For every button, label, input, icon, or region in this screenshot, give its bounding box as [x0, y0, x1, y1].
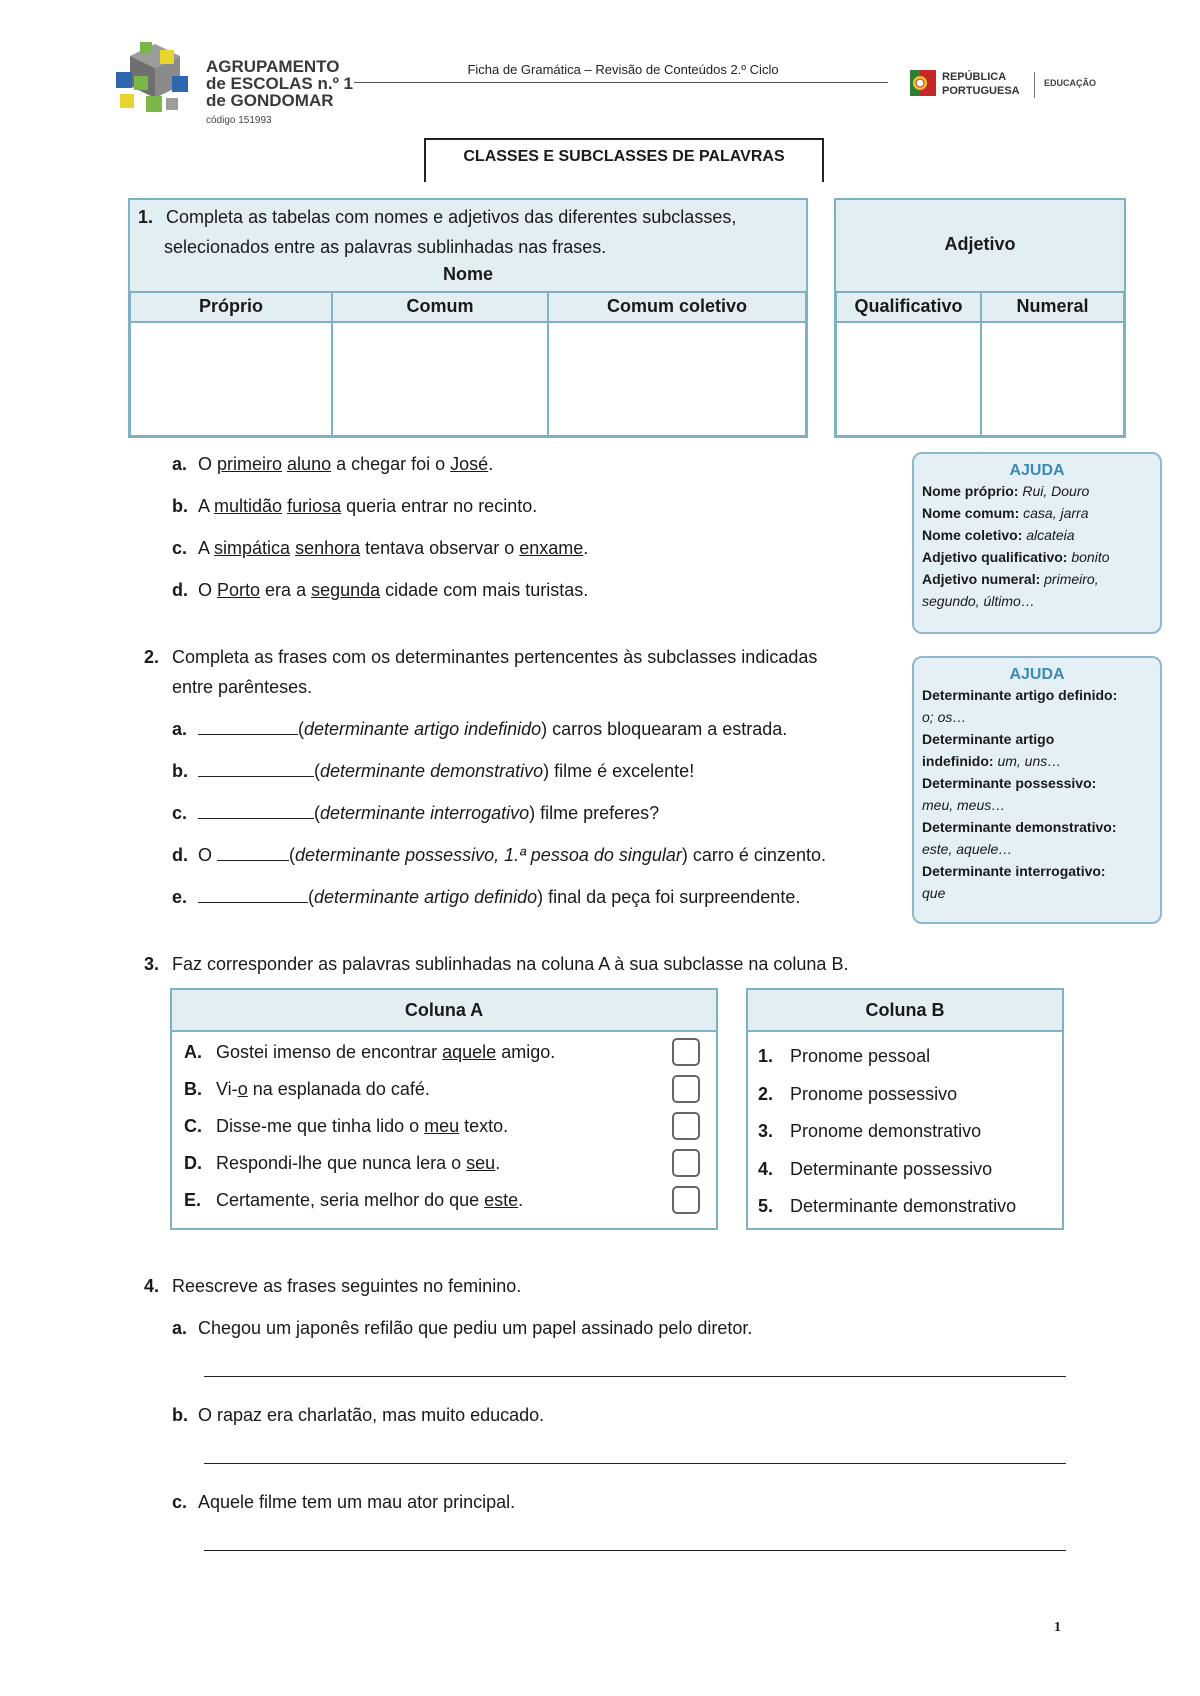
text: O: [198, 580, 218, 600]
help-line: Determinante artigo: [922, 731, 1055, 747]
item-letter: e.: [172, 887, 188, 907]
text: Disse-me que tinha lido o: [216, 1116, 425, 1136]
item-letter: A.: [184, 1042, 202, 1062]
republic-line2: PORTUGUESA: [942, 85, 1020, 97]
ex2-item-a: a. (determinante artigo indefinido) carros bloquearam a estrada.: [172, 716, 787, 741]
underlined-word: Porto: [217, 580, 261, 600]
underlined-word: furiosa: [287, 496, 342, 516]
text: Pronome possessivo: [790, 1084, 958, 1104]
ex1-sentence-d: [172, 578, 588, 602]
item-letter: b.: [172, 761, 188, 781]
underlined-word: aluno: [287, 454, 332, 474]
help-line: que: [922, 885, 946, 901]
text: a chegar foi o: [331, 454, 451, 474]
underlined-word: primeiro: [217, 454, 283, 474]
republic-line1: REPÚBLICA: [942, 71, 1007, 83]
text: texto.: [459, 1116, 509, 1136]
fill-blank-b[interactable]: [198, 758, 314, 777]
column-a-item: [184, 1114, 508, 1138]
text: Certamente, seria melhor do que: [216, 1190, 485, 1210]
school-name-line3: de GONDOMAR: [206, 91, 334, 110]
header-title: Ficha de Gramática – Revisão de Conteúdos 2.º Ciclo: [467, 62, 779, 77]
answer-cell-proprio[interactable]: [130, 322, 332, 436]
column-b-item: [758, 1082, 957, 1106]
column-b-item: [758, 1044, 930, 1068]
school-logo-icon: [110, 36, 200, 126]
text: Vi-: [216, 1079, 238, 1099]
help-line: segundo, último…: [922, 593, 1035, 609]
text: O: [198, 845, 218, 865]
republic-emblem-icon: [910, 66, 936, 100]
col-proprio-label: Próprio: [198, 296, 263, 316]
text: Pronome demonstrativo: [790, 1121, 982, 1141]
text: .: [583, 538, 589, 558]
answer-box-e[interactable]: [672, 1186, 700, 1214]
help-line: Determinante possessivo:: [922, 775, 1097, 791]
answer-line-c[interactable]: [204, 1550, 1066, 1551]
item-letter: B.: [184, 1079, 202, 1099]
ex3-instruction-text: Faz corresponder as palavras sublinhadas na coluna A à sua subclasse na coluna B.: [172, 954, 849, 974]
ex2-item-b: b. (determinante demonstrativo) filme é excelente!: [172, 758, 694, 783]
text: Determinante possessivo: [790, 1159, 993, 1179]
ex4-number: 4.: [144, 1276, 160, 1296]
ex1-instruction: [138, 202, 736, 262]
item-letter: D.: [184, 1153, 202, 1173]
fill-blank-c[interactable]: [198, 800, 314, 819]
hint: determinante interrogativo: [320, 803, 530, 823]
ex1-instruction-line1: Completa as tabelas com nomes e adjetivos das diferentes subclasses,: [166, 207, 737, 227]
help-title: AJUDA: [1009, 462, 1065, 479]
hint: determinante possessivo, 1.ª pessoa do singular: [295, 845, 682, 865]
answer-line-a[interactable]: [204, 1376, 1066, 1377]
item-letter: E.: [184, 1190, 202, 1210]
column-b-item: [758, 1194, 1016, 1218]
text: .: [518, 1190, 524, 1210]
col-numeral-label: Numeral: [1016, 296, 1089, 316]
column-a-item: [184, 1188, 523, 1212]
page-number: 1: [1054, 1620, 1061, 1635]
text: amigo.: [496, 1042, 556, 1062]
underlined-word: este: [484, 1190, 519, 1210]
sentence-letter: b.: [172, 496, 188, 516]
sentence-letter: d.: [172, 580, 188, 600]
help-line: Determinante interrogativo:: [922, 863, 1106, 879]
help-title: AJUDA: [1009, 666, 1065, 683]
text: cidade com mais turistas.: [380, 580, 589, 600]
fill-blank-e[interactable]: [198, 884, 308, 903]
help-line: o; os…: [922, 709, 967, 725]
underlined-word: multidão: [214, 496, 283, 516]
text: ) filme é excelente!: [543, 761, 695, 781]
underlined-word: José: [450, 454, 489, 474]
underlined-word: meu: [424, 1116, 460, 1136]
underlined-word: simpática: [214, 538, 291, 558]
help-line: Adjetivo numeral: primeiro,: [922, 571, 1099, 587]
ex2-item-e: e. (determinante artigo definido) final da peça foi surpreendente.: [172, 884, 800, 909]
answer-box-b[interactable]: [672, 1075, 700, 1103]
text: Pronome pessoal: [790, 1046, 931, 1066]
adjetivo-table: [834, 198, 1126, 438]
item-number: 3.: [758, 1121, 774, 1141]
col-qualificativo-label: Qualificativo: [854, 296, 963, 316]
republic-department: EDUCAÇÃO: [1044, 78, 1097, 88]
ex4-item-a: [172, 1316, 752, 1340]
col-comum-coletivo-label: Comum coletivo: [606, 296, 748, 316]
answer-box-d[interactable]: [672, 1149, 700, 1177]
ex4-instruction-text: Reescreve as frases seguintes no feminino.: [172, 1276, 522, 1296]
text: Aquele filme tem um mau ator principal.: [198, 1492, 516, 1512]
answer-cell-qualificativo[interactable]: [836, 322, 981, 436]
item-letter: c.: [172, 1492, 188, 1512]
item-letter: C.: [184, 1116, 202, 1136]
column-b-item: [758, 1157, 992, 1181]
item-number: 1.: [758, 1046, 774, 1066]
answer-cell-numeral[interactable]: [981, 322, 1124, 436]
help-line: Determinante demonstrativo:: [922, 819, 1117, 835]
ex2-number: 2.: [144, 647, 160, 667]
item-letter: d.: [172, 845, 188, 865]
text: tentava observar o: [360, 538, 520, 558]
ex1-instruction-line2: selecionados entre as palavras sublinhadas nas frases.: [164, 237, 607, 257]
text: A: [198, 538, 215, 558]
text: Respondi-lhe que nunca lera o: [216, 1153, 467, 1173]
ex3-number: 3.: [144, 954, 160, 974]
help-line: Determinante artigo definido:: [922, 687, 1118, 703]
ex2-instruction: [144, 642, 817, 702]
hint: determinante demonstrativo: [320, 761, 544, 781]
column-a-item: [184, 1077, 430, 1101]
ex3-instruction: [144, 952, 848, 976]
republic-name: [942, 70, 1020, 98]
help-box-nouns: [912, 452, 1162, 634]
text: .: [488, 454, 494, 474]
help-line: Nome coletivo: alcateia: [922, 527, 1075, 543]
ex1-sentence-c: [172, 536, 588, 560]
sentence-letter: c.: [172, 538, 188, 558]
adjetivo-header: Adjetivo: [944, 234, 1016, 254]
ex1-sentence-a: [172, 452, 493, 476]
help-line: meu, meus…: [922, 797, 1006, 813]
header-divider: [354, 82, 888, 83]
ex1-number: 1.: [138, 207, 154, 227]
fill-blank-a[interactable]: [198, 716, 298, 735]
text: ) filme preferes?: [529, 803, 660, 823]
item-letter: c.: [172, 803, 188, 823]
answer-cell-comum[interactable]: [332, 322, 548, 436]
text: ) final da peça foi surpreendente.: [537, 887, 801, 907]
column-b-item: [758, 1119, 981, 1143]
school-name-line2: de ESCOLAS n.º 1: [206, 74, 353, 93]
ex2-item-d: d. O (determinante possessivo, 1.ª pessoa do singular) carro é cinzento.: [172, 842, 826, 867]
item-letter: b.: [172, 1405, 188, 1425]
underlined-word: o: [237, 1079, 248, 1099]
answer-box-c[interactable]: [672, 1112, 700, 1140]
underlined-word: senhora: [295, 538, 361, 558]
item-letter: a.: [172, 719, 188, 739]
ex2-item-c: c. (determinante interrogativo) filme preferes?: [172, 800, 659, 825]
column-a-item: [184, 1040, 555, 1064]
fill-blank-d[interactable]: [217, 842, 289, 861]
ex4-item-c: [172, 1490, 515, 1514]
answer-cell-comum-coletivo[interactable]: [548, 322, 806, 436]
item-letter: a.: [172, 1318, 188, 1338]
sentence-letter: a.: [172, 454, 188, 474]
text: O rapaz era charlatão, mas muito educado.: [198, 1405, 545, 1425]
text: .: [495, 1153, 501, 1173]
column-a-header: Coluna A: [172, 990, 716, 1032]
text: O: [198, 454, 218, 474]
help-line: este, aquele…: [922, 841, 1013, 857]
item-number: 5.: [758, 1196, 774, 1216]
text: Gostei imenso de encontrar: [216, 1042, 443, 1062]
ex2-instruction-line1: Completa as frases com os determinantes pertencentes às subclasses indicadas: [172, 647, 818, 667]
ex4-item-b: [172, 1403, 544, 1427]
school-code: código 151993: [206, 115, 272, 126]
ex1-sentence-b: [172, 494, 537, 518]
column-b-header: Coluna B: [748, 990, 1062, 1032]
help-line: Nome comum: casa, jarra: [922, 505, 1089, 521]
nome-header: Nome: [442, 264, 493, 284]
school-name-line1: AGRUPAMENTO: [206, 57, 340, 76]
answer-line-b[interactable]: [204, 1463, 1066, 1464]
help-line: Adjetivo qualificativo: bonito: [922, 549, 1110, 565]
nome-table: [128, 198, 808, 438]
help-line: indefinido: um, uns…: [922, 753, 1062, 769]
hint: determinante artigo indefinido: [304, 719, 542, 739]
underlined-word: segunda: [311, 580, 381, 600]
item-number: 4.: [758, 1159, 774, 1179]
underlined-word: seu: [466, 1153, 496, 1173]
text: ) carro é cinzento.: [681, 845, 826, 865]
ex4-instruction: [144, 1274, 521, 1298]
text: queria entrar no recinto.: [341, 496, 538, 516]
ex2-instruction-line2: entre parênteses.: [172, 677, 313, 697]
page-title: CLASSES E SUBCLASSES DE PALAVRAS: [463, 148, 785, 165]
school-name: [206, 58, 353, 109]
help-box-determinants: [912, 656, 1162, 924]
col-comum-label: Comum: [406, 296, 474, 316]
item-number: 2.: [758, 1084, 774, 1104]
column-a-item: [184, 1151, 500, 1175]
help-line: Nome próprio: Rui, Douro: [922, 483, 1090, 499]
text: Determinante demonstrativo: [790, 1196, 1017, 1216]
underlined-word: aquele: [442, 1042, 497, 1062]
text: Chegou um japonês refilão que pediu um papel assinado pelo diretor.: [198, 1318, 753, 1338]
text: era a: [260, 580, 312, 600]
republic-divider: [1034, 72, 1035, 98]
underlined-word: enxame: [519, 538, 584, 558]
answer-box-a[interactable]: [672, 1038, 700, 1066]
text: na esplanada do café.: [247, 1079, 430, 1099]
hint: determinante artigo definido: [314, 887, 538, 907]
text: ) carros bloquearam a estrada.: [541, 719, 788, 739]
text: A: [198, 496, 215, 516]
